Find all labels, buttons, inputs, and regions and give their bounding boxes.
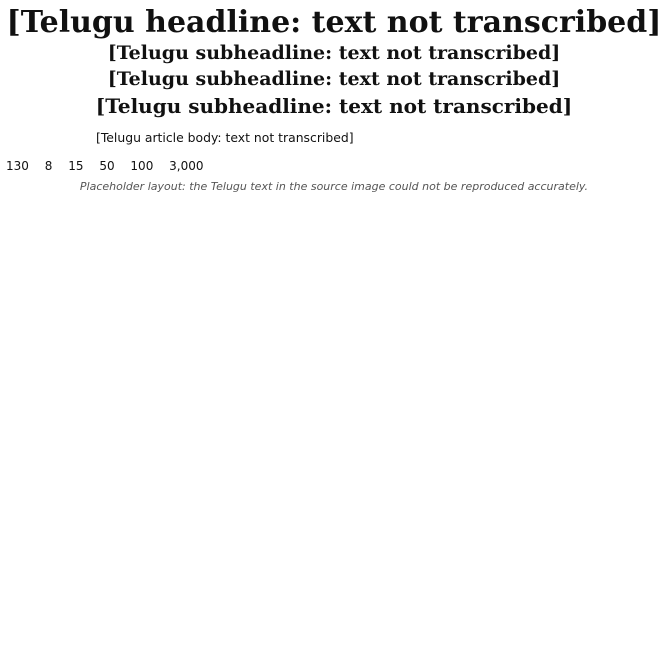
- number-5: 100: [130, 158, 154, 173]
- readable-numbers: [6, 156, 662, 176]
- article-headline: [Telugu headline: text not transcribed]: [6, 6, 662, 40]
- article-subheadline-3: [Telugu subheadline: text not transcribed]: [95, 94, 573, 118]
- number-4: 50: [99, 158, 115, 173]
- number-1: 130: [6, 158, 29, 173]
- number-6: 3,000: [169, 158, 204, 173]
- article-body: [6, 126, 662, 150]
- number-3: 15: [68, 158, 84, 173]
- number-2: 8: [44, 158, 53, 173]
- article-subheadline-2: [Telugu subheadline: text not transcribed]: [107, 68, 561, 90]
- article-paragraph: [Telugu article body: text not transcribed]: [96, 130, 354, 145]
- article-subheadline-1: [Telugu subheadline: text not transcribed]: [107, 42, 561, 64]
- transcription-note: Placeholder layout: the Telugu text in the source image could not be reproduced accurately.: [79, 179, 589, 193]
